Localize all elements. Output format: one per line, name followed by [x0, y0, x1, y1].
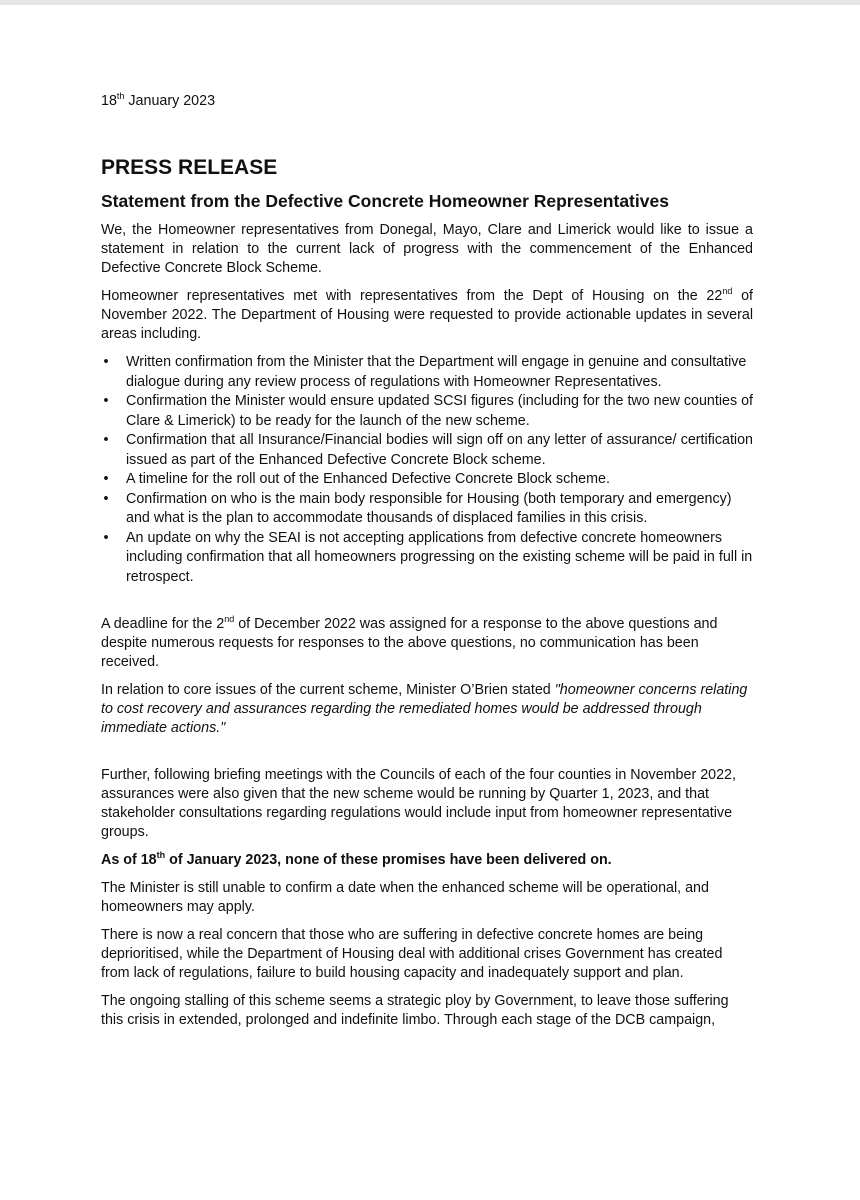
promise-sup: th — [156, 850, 166, 861]
core-text: In relation to core issues of the current scheme, Minister O’Brien stated — [101, 682, 555, 698]
list-item-text: Confirmation on who is the main body responsible for Housing (both temporary and emergency) and what is the plan to accommodate thousands of displaced families in this crisis. — [126, 490, 732, 526]
list-item-text: An update on why the SEAI is not accepting applications from defective concrete homeowners including confirmation that all homeowners progressing on the existing scheme will be paid in full in retrospect. — [126, 529, 753, 585]
list-item-text: A timeline for the roll out of the Enhanced Defective Concrete Block scheme. — [126, 471, 610, 487]
intro-paragraph: We, the Homeowner representatives from Donegal, Mayo, Clare and Limerick would like to issue a statement in relation to the current lack of progress with the commencement of the Enhanced Defective Concrete Block Scheme. — [101, 222, 753, 276]
list-item — [101, 490, 753, 529]
minister-paragraph: The Minister is still unable to confirm a date when the enhanced scheme will be operational, and homeowners may apply. — [101, 880, 709, 915]
list-item-text: Confirmation the Minister would ensure updated SCSI figures (including for the two new counties of Clare & Limerick) to be ready for the launch of the new scheme. — [126, 393, 754, 429]
meeting-sup: nd — [722, 286, 733, 297]
stalling-paragraph: The ongoing stalling of this scheme seems a strategic ploy by Government, to leave those suffering this crisis in extended, prolonged and indefinite limbo. Through each stage of the DCB campaign, — [101, 993, 729, 1028]
date-rest: January 2023 — [124, 93, 216, 109]
meeting-text-b: of November 2022. The Department of Housing were requested to provide actionable updates in several areas including. — [101, 288, 753, 342]
list-item-text: Confirmation that all Insurance/Financial bodies will sign off on any letter of assurance/ certification issued as part of the Enhanced Defective Concrete Block scheme. — [126, 432, 753, 468]
list-item-text: Written confirmation from the Minister that the Department will engage in genuine and consultative dialogue during any review process of regulations with Homeowner Representatives. — [126, 354, 747, 390]
list-item — [101, 353, 753, 392]
bullet-icon: • — [103, 354, 109, 370]
list-item — [101, 392, 753, 431]
promise-text-b: of January 2023, none of these promises have been delivered on. — [165, 852, 612, 868]
bullet-icon: • — [103, 393, 109, 409]
bullet-icon: • — [103, 529, 109, 546]
further-paragraph: Further, following briefing meetings with the Councils of each of the four counties in November 2022, assurances were also given that the new scheme would be running by Quarter 1, 2023, and that stakeholder consultations regarding regulations would include input from homeowner representative groups. — [101, 767, 736, 840]
date-day: 18 — [101, 93, 117, 109]
deadline-text-a: A deadline for the 2 — [101, 616, 225, 632]
deadline-paragraph — [101, 615, 753, 672]
concern-paragraph: There is now a real concern that those who are suffering in defective concrete homes are being deprioritised, while the Department of Housing deal with additional crises Government has created from lack of regulations, failure to build housing capacity and inadequately support and plan. — [101, 927, 723, 981]
promise-statement — [101, 851, 753, 870]
list-item — [101, 529, 753, 588]
page-subtitle: Statement from the Defective Concrete Homeowner Representatives — [101, 191, 669, 211]
bullet-icon: • — [103, 490, 109, 507]
bullet-icon: • — [103, 432, 109, 448]
release-date — [101, 92, 753, 111]
deadline-sup: nd — [224, 614, 235, 625]
page-top-edge — [0, 0, 860, 5]
deadline-text-b: of December 2022 was assigned for a response to the above questions and despite numerous requests for responses to the above questions, no communication has been received. — [101, 616, 718, 670]
promise-text-a: As of 18 — [101, 852, 157, 868]
list-item — [101, 431, 753, 470]
meeting-text-a: Homeowner representatives met with representatives from the Dept of Housing on the 22 — [101, 288, 723, 304]
bullet-icon: • — [103, 471, 109, 487]
meeting-paragraph — [101, 287, 753, 344]
minister-quote: "homeowner concerns relating to cost recovery and assurances regarding the remediated homes would be addressed through immediate actions." — [101, 682, 748, 736]
list-item — [101, 470, 753, 490]
core-issues-paragraph — [101, 681, 753, 738]
document-body — [101, 90, 753, 1030]
date-suffix: th — [116, 91, 125, 102]
page-title: PRESS RELEASE — [101, 156, 278, 179]
request-list — [101, 353, 753, 587]
